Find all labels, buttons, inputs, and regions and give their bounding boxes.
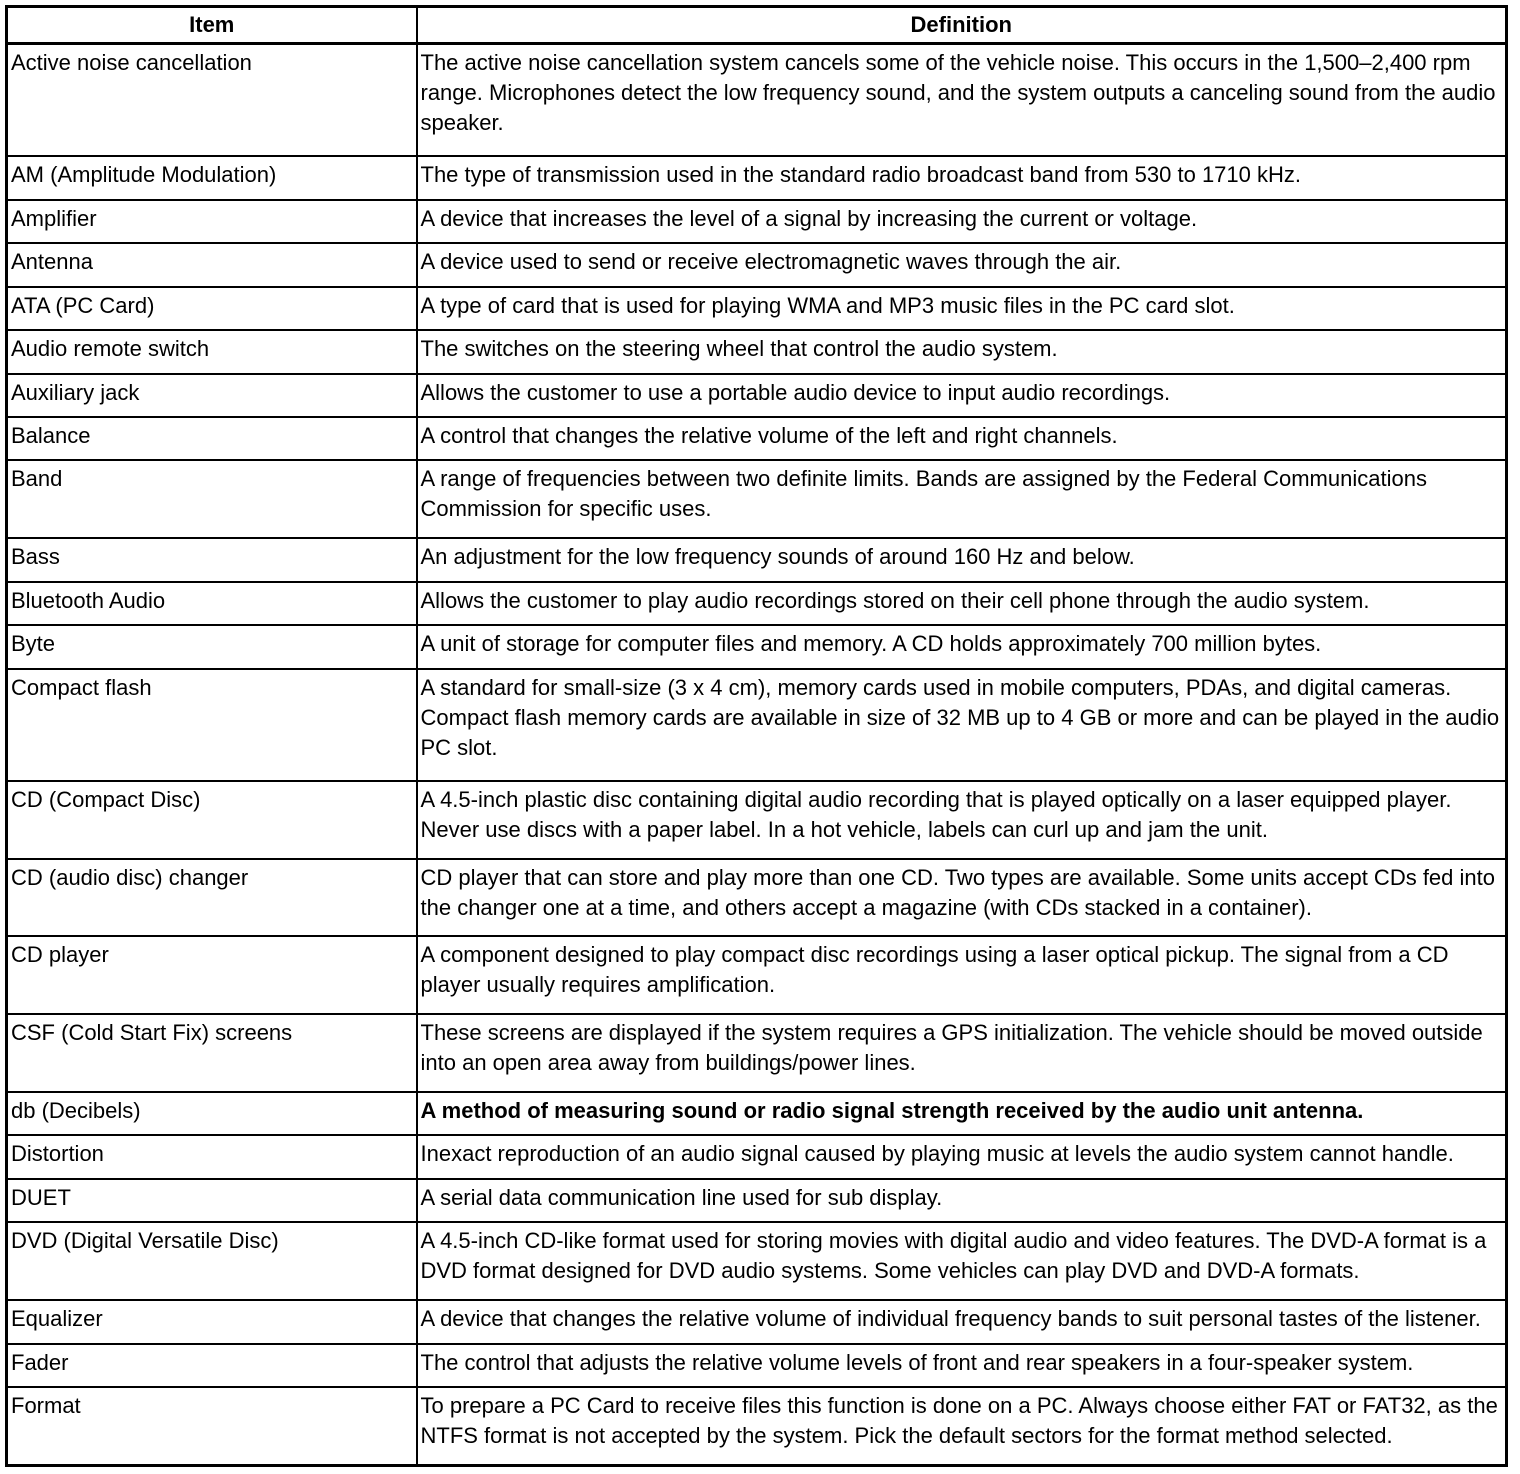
term-cell: CD player: [7, 936, 417, 1014]
table-row: [7, 1135, 1507, 1178]
definition-cell: CD player that can store and play more than one CD. Two types are available. Some units accept CDs fed into the changer one at a time, and others accept a magazine (with CDs stacked in a container).: [417, 859, 1507, 937]
term-cell: Bass: [7, 538, 417, 581]
definition-cell: A 4.5-inch CD-like format used for storing movies with digital audio and video features. The DVD-A format is a DVD format designed for DVD audio systems. Some vehicles can play DVD and DVD-A formats.: [417, 1222, 1507, 1300]
table-row: [7, 374, 1507, 417]
table-row: [7, 538, 1507, 581]
term-cell: CD (Compact Disc): [7, 781, 417, 859]
definition-cell: A standard for small-size (3 x 4 cm), memory cards used in mobile computers, PDAs, and digital cameras. Compact flash memory cards are available in size of 32 MB up to 4 GB or more and can be played in the audio PC slot.: [417, 669, 1507, 781]
term-cell: Format: [7, 1387, 417, 1466]
definition-cell: Allows the customer to play audio recordings stored on their cell phone through the audio system.: [417, 582, 1507, 625]
term-cell: Audio remote switch: [7, 330, 417, 373]
table-row: [7, 1222, 1507, 1300]
definition-cell: A serial data communication line used for sub display.: [417, 1179, 1507, 1222]
term-cell: Auxiliary jack: [7, 374, 417, 417]
table-row: [7, 582, 1507, 625]
table-row: [7, 669, 1507, 781]
definition-cell: A control that changes the relative volume of the left and right channels.: [417, 417, 1507, 460]
definition-cell: A method of measuring sound or radio signal strength received by the audio unit antenna.: [417, 1092, 1507, 1135]
table-row: [7, 156, 1507, 199]
glossary-table: [5, 5, 1508, 1467]
table-row: [7, 44, 1507, 157]
term-cell: Active noise cancellation: [7, 44, 417, 157]
table-row: [7, 1300, 1507, 1343]
term-cell: Fader: [7, 1344, 417, 1387]
definition-cell: The type of transmission used in the standard radio broadcast band from 530 to 1710 kHz.: [417, 156, 1507, 199]
definition-cell: A device used to send or receive electromagnetic waves through the air.: [417, 243, 1507, 286]
definition-cell: A range of frequencies between two definite limits. Bands are assigned by the Federal Communications Commission for specific uses.: [417, 460, 1507, 538]
table-row: [7, 1092, 1507, 1135]
definition-cell: These screens are displayed if the system requires a GPS initialization. The vehicle should be moved outside into an open area away from buildings/power lines.: [417, 1014, 1507, 1092]
definition-cell: The control that adjusts the relative volume levels of front and rear speakers in a four-speaker system.: [417, 1344, 1507, 1387]
table-row: [7, 781, 1507, 859]
term-cell: Byte: [7, 625, 417, 668]
definition-cell: A 4.5-inch plastic disc containing digital audio recording that is played optically on a laser equipped player. Never use discs with a paper label. In a hot vehicle, labels can curl up and jam the unit.: [417, 781, 1507, 859]
table-row: [7, 243, 1507, 286]
definition-cell: The switches on the steering wheel that control the audio system.: [417, 330, 1507, 373]
term-cell: ATA (PC Card): [7, 287, 417, 330]
term-cell: db (Decibels): [7, 1092, 417, 1135]
glossary-body: [7, 44, 1507, 1466]
definition-cell: An adjustment for the low frequency sounds of around 160 Hz and below.: [417, 538, 1507, 581]
term-cell: CSF (Cold Start Fix) screens: [7, 1014, 417, 1092]
term-cell: Band: [7, 460, 417, 538]
definition-cell: Allows the customer to use a portable audio device to input audio recordings.: [417, 374, 1507, 417]
definition-cell: A type of card that is used for playing WMA and MP3 music files in the PC card slot.: [417, 287, 1507, 330]
definition-column-header: Definition: [417, 7, 1507, 44]
definition-cell: Inexact reproduction of an audio signal caused by playing music at levels the audio system cannot handle.: [417, 1135, 1507, 1178]
table-row: [7, 1387, 1507, 1466]
table-row: [7, 287, 1507, 330]
definition-cell: A device that increases the level of a signal by increasing the current or voltage.: [417, 200, 1507, 243]
table-row: [7, 460, 1507, 538]
term-cell: Antenna: [7, 243, 417, 286]
table-row: [7, 625, 1507, 668]
term-cell: Amplifier: [7, 200, 417, 243]
table-row: [7, 330, 1507, 373]
definition-cell: A component designed to play compact disc recordings using a laser optical pickup. The signal from a CD player usually requires amplification.: [417, 936, 1507, 1014]
item-column-header: Item: [7, 7, 417, 44]
table-row: [7, 1344, 1507, 1387]
term-cell: CD (audio disc) changer: [7, 859, 417, 937]
term-cell: Compact flash: [7, 669, 417, 781]
term-cell: Bluetooth Audio: [7, 582, 417, 625]
term-cell: DVD (Digital Versatile Disc): [7, 1222, 417, 1300]
table-row: [7, 417, 1507, 460]
definition-cell: To prepare a PC Card to receive files this function is done on a PC. Always choose either FAT or FAT32, as the NTFS format is not accepted by the system. Pick the default sectors for the format method selected.: [417, 1387, 1507, 1466]
term-cell: Equalizer: [7, 1300, 417, 1343]
table-row: [7, 200, 1507, 243]
term-cell: Distortion: [7, 1135, 417, 1178]
table-row: [7, 859, 1507, 937]
header-row: [7, 7, 1507, 44]
table-row: [7, 1179, 1507, 1222]
term-cell: AM (Amplitude Modulation): [7, 156, 417, 199]
definition-cell: A device that changes the relative volume of individual frequency bands to suit personal tastes of the listener.: [417, 1300, 1507, 1343]
definition-cell: A unit of storage for computer files and memory. A CD holds approximately 700 million bytes.: [417, 625, 1507, 668]
table-row: [7, 1014, 1507, 1092]
term-cell: Balance: [7, 417, 417, 460]
table-row: [7, 936, 1507, 1014]
term-cell: DUET: [7, 1179, 417, 1222]
definition-cell: The active noise cancellation system cancels some of the vehicle noise. This occurs in the 1,500–2,400 rpm range. Microphones detect the low frequency sound, and the system outputs a canceling sound from the audio speaker.: [417, 44, 1507, 157]
